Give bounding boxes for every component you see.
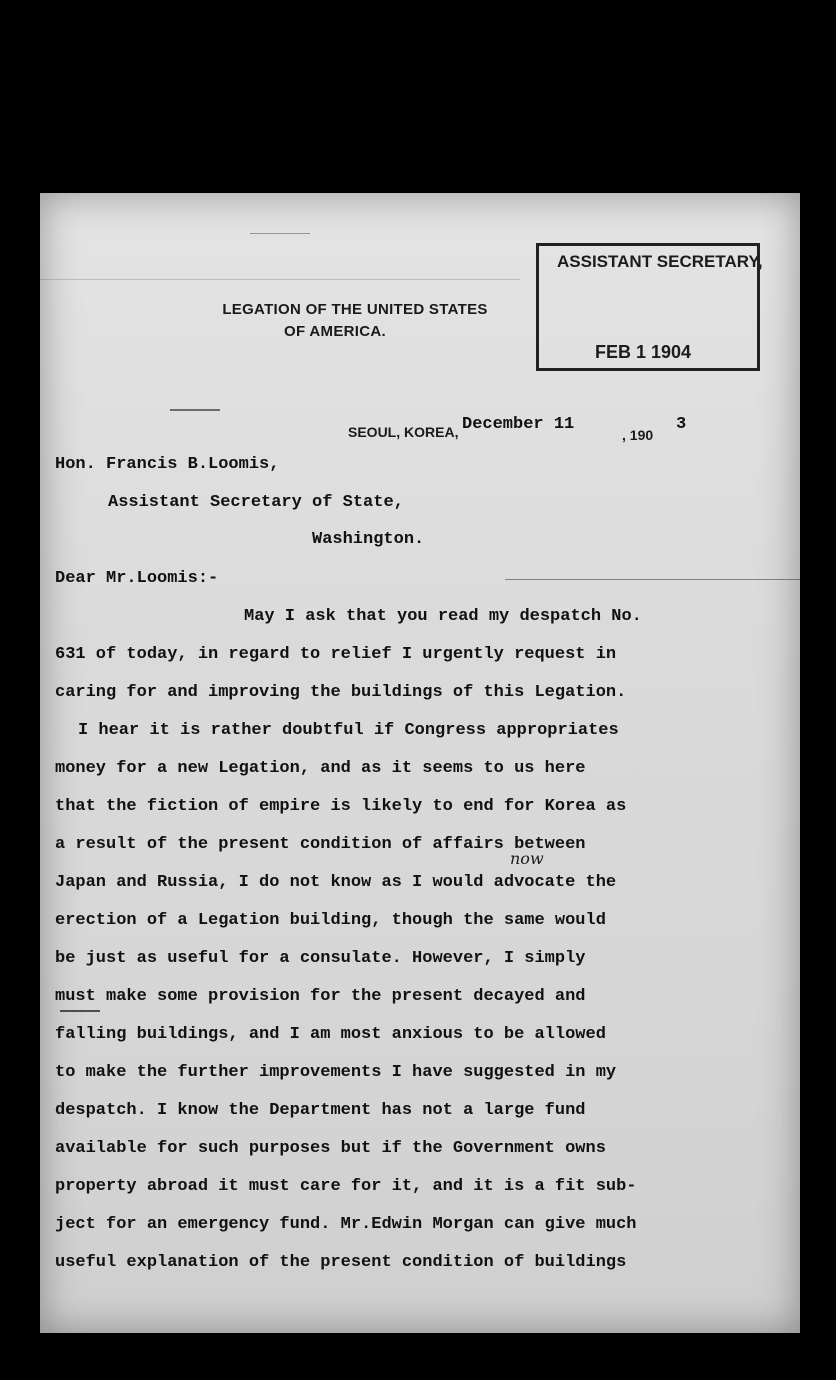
body-line: must make some provision for the present decayed and: [55, 987, 586, 1006]
body-line: I hear it is rather doubtful if Congress appropriates: [78, 721, 619, 740]
body-line: property abroad it must care for it, and it is a fit sub-: [55, 1177, 637, 1196]
body-line: caring for and improving the buildings of this Legation.: [55, 683, 627, 702]
dateline-place: SEOUL, KOREA,: [348, 424, 459, 440]
body-line: 631 of today, in regard to relief I urgently request in: [55, 645, 617, 664]
stamp-title: ASSISTANT SECRETARY,: [557, 252, 763, 271]
stamp-date: FEB 1 1904: [595, 342, 692, 362]
salutation: Dear Mr.Loomis:-: [55, 569, 219, 588]
body-line: Japan and Russia, I do not know as I would advocate the: [55, 873, 617, 892]
body-line: available for such purposes but if the Government owns: [55, 1139, 606, 1158]
received-stamp: [536, 243, 763, 371]
body-line: May I ask that you read my despatch No.: [244, 607, 642, 626]
scan-scratch: [250, 233, 310, 234]
addressee-city: Washington.: [312, 530, 425, 549]
scan-scratch: [170, 409, 220, 411]
scan-scratch: [40, 279, 520, 280]
body-line: money for a new Legation, and as it seems to us here: [55, 759, 586, 778]
body-line: that the fiction of empire is likely to end for Korea as: [55, 797, 627, 816]
addressee-name: Hon. Francis B.Loomis,: [55, 455, 280, 474]
handwritten-insert: now: [510, 849, 544, 868]
letterhead-line-2: OF AMERICA.: [284, 323, 386, 340]
dateline-date: December 11: [462, 415, 575, 434]
body-line: despatch. I know the Department has not a large fund: [55, 1101, 586, 1120]
body-line: be just as useful for a consulate. However, I simply: [55, 949, 586, 968]
body-line: to make the further improvements I have suggested in my: [55, 1063, 617, 1082]
body-line: a result of the present condition of affairs between: [55, 835, 586, 854]
addressee-title: Assistant Secretary of State,: [108, 493, 404, 512]
handwritten-underline: [60, 1010, 100, 1012]
dateline-year-suffix: 3: [676, 415, 687, 434]
body-line: falling buildings, and I am most anxious to be allowed: [55, 1025, 606, 1044]
dateline-year-prefix: , 190: [622, 427, 654, 443]
scan-scratch: [505, 579, 800, 580]
letter-page: [40, 193, 800, 1333]
body-line: useful explanation of the present condition of buildings: [55, 1253, 627, 1272]
letterhead-line-1: LEGATION OF THE UNITED STATES: [222, 301, 488, 318]
body-line: ject for an emergency fund. Mr.Edwin Morgan can give much: [55, 1215, 637, 1234]
body-line: erection of a Legation building, though the same would: [55, 911, 606, 930]
